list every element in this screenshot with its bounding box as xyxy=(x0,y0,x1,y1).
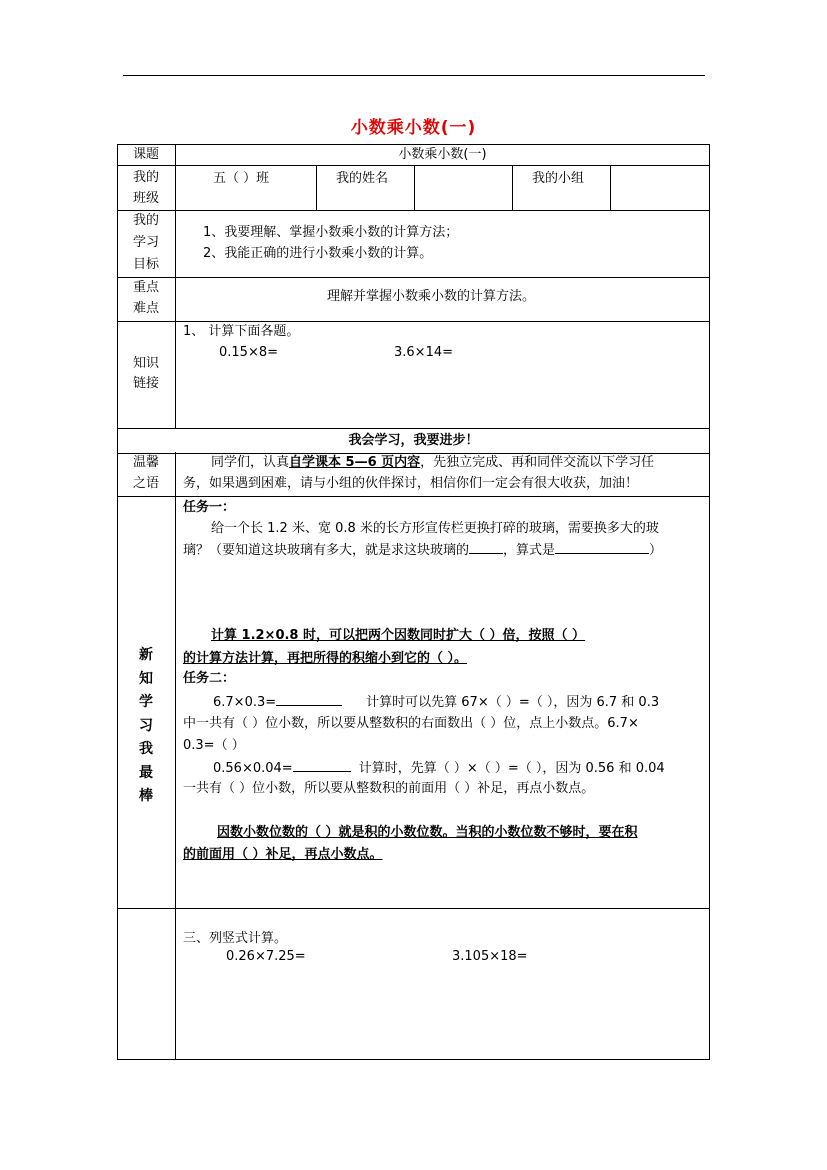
blank-area[interactable] xyxy=(469,540,503,554)
link-question-1: 0.15×8= xyxy=(219,345,279,360)
task1-line-2: 璃？（要知道这块玻璃有多大，就是求这块玻璃的 ，算式是 ） xyxy=(183,540,662,560)
task1-heading: 任务一： xyxy=(183,500,236,515)
link-heading: 1、 计算下面各题。 xyxy=(183,324,300,339)
goals-label-line1: 我的 xyxy=(132,213,159,228)
vertical-calc-question-2: 3.105×18= xyxy=(452,949,528,964)
warm-label-line1: 温馨 xyxy=(132,455,159,470)
column-divider xyxy=(175,144,176,1060)
class-label-line1: 我的 xyxy=(132,170,159,185)
warm-line-1: 同学们，认真自学课本 5—6 页内容，先独立完成、再和同伴交流以下学习任 xyxy=(211,455,655,470)
goal-item-2: 2、我能正确的进行小数乘小数的计算。 xyxy=(203,246,433,261)
vertical-calc-question-1: 0.26×7.25= xyxy=(226,949,306,964)
lesson-table xyxy=(117,144,710,1060)
group-label: 我的小组 xyxy=(532,171,585,186)
class-value: 五（ ）班 xyxy=(213,171,270,186)
topic-value: 小数乘小数(一) xyxy=(398,147,487,162)
task2-line-2: 中一共有（ ）位小数，所以要从整数积的右面数出（ ）位，点上小数点。6.7× xyxy=(183,716,639,731)
rule1-line-2: 的计算方法计算，再把所得的积缩小到它的（ ）。 xyxy=(183,651,468,666)
rule2-line-2: 的前面用（ ）补足，再点小数点。 xyxy=(183,847,383,862)
header-rule xyxy=(123,75,705,76)
topic-label: 课题 xyxy=(132,147,159,162)
task2-line-4: 0.56×0.04= 计算时，先算（ ）×（ ）=（ ），因为 0.56 和 0.04 xyxy=(213,758,665,778)
goals-label-line3: 目标 xyxy=(132,257,159,272)
warm-label-line2: 之语 xyxy=(132,476,159,491)
page-title: 小数乘小数(一) xyxy=(350,118,477,138)
link-question-2: 3.6×14= xyxy=(394,345,454,360)
blank-formula[interactable] xyxy=(555,540,649,554)
task2-line-1: 6.7×0.3= 计算时可以先算 67×（ ）=（ ），因为 6.7 和 0.3 xyxy=(213,692,659,712)
focus-text: 理解并掌握小数乘小数的计算方法。 xyxy=(327,289,536,304)
blank-0-56x0-04[interactable] xyxy=(293,758,351,772)
goal-item-1: 1、我要理解、掌握小数乘小数的计算方法； xyxy=(203,225,459,240)
group-field[interactable] xyxy=(611,169,709,189)
warm-line-2: 务，如果遇到困难，请与小组的伙伴探讨，相信你们一定会有很大收获，加油！ xyxy=(183,476,639,491)
rule2-line-1: 因数小数位数的（ ）就是积的小数位数。当积的小数位数不够时，要在积 xyxy=(217,825,638,840)
goals-label-line2: 学习 xyxy=(132,235,159,250)
task2-line-3: 0.3=（ ） xyxy=(183,738,245,753)
name-field[interactable] xyxy=(413,169,512,189)
vertical-calc-heading: 三、列竖式计算。 xyxy=(183,931,288,946)
link-label-line2: 链接 xyxy=(132,376,159,391)
table-border xyxy=(117,144,710,1060)
task1-line-1: 给一个长 1.2 米、宽 0.8 米的长方形宣传栏更换打碎的玻璃，需要换多大的玻 xyxy=(211,521,659,536)
focus-label-line2: 难点 xyxy=(132,301,159,316)
name-label: 我的姓名 xyxy=(336,171,389,186)
task2-heading: 任务二： xyxy=(183,671,236,686)
learn-vertical-label: 新 知 学 习 我 最 棒 xyxy=(139,647,153,804)
rule1-line-1: 计算 1.2×0.8 时，可以把两个因数同时扩大（ ）倍，按照（ ） xyxy=(211,628,586,643)
class-label-line2: 班级 xyxy=(132,191,159,206)
focus-label-line1: 重点 xyxy=(132,280,159,295)
banner-text: 我会学习，我要进步！ xyxy=(348,433,479,448)
link-label-line1: 知识 xyxy=(132,356,159,371)
blank-6-7x0-3[interactable] xyxy=(276,692,342,706)
task2-line-5: 一共有（ ）位小数，所以要从整数积的前面用（ ）补足，再点小数点。 xyxy=(183,781,595,796)
